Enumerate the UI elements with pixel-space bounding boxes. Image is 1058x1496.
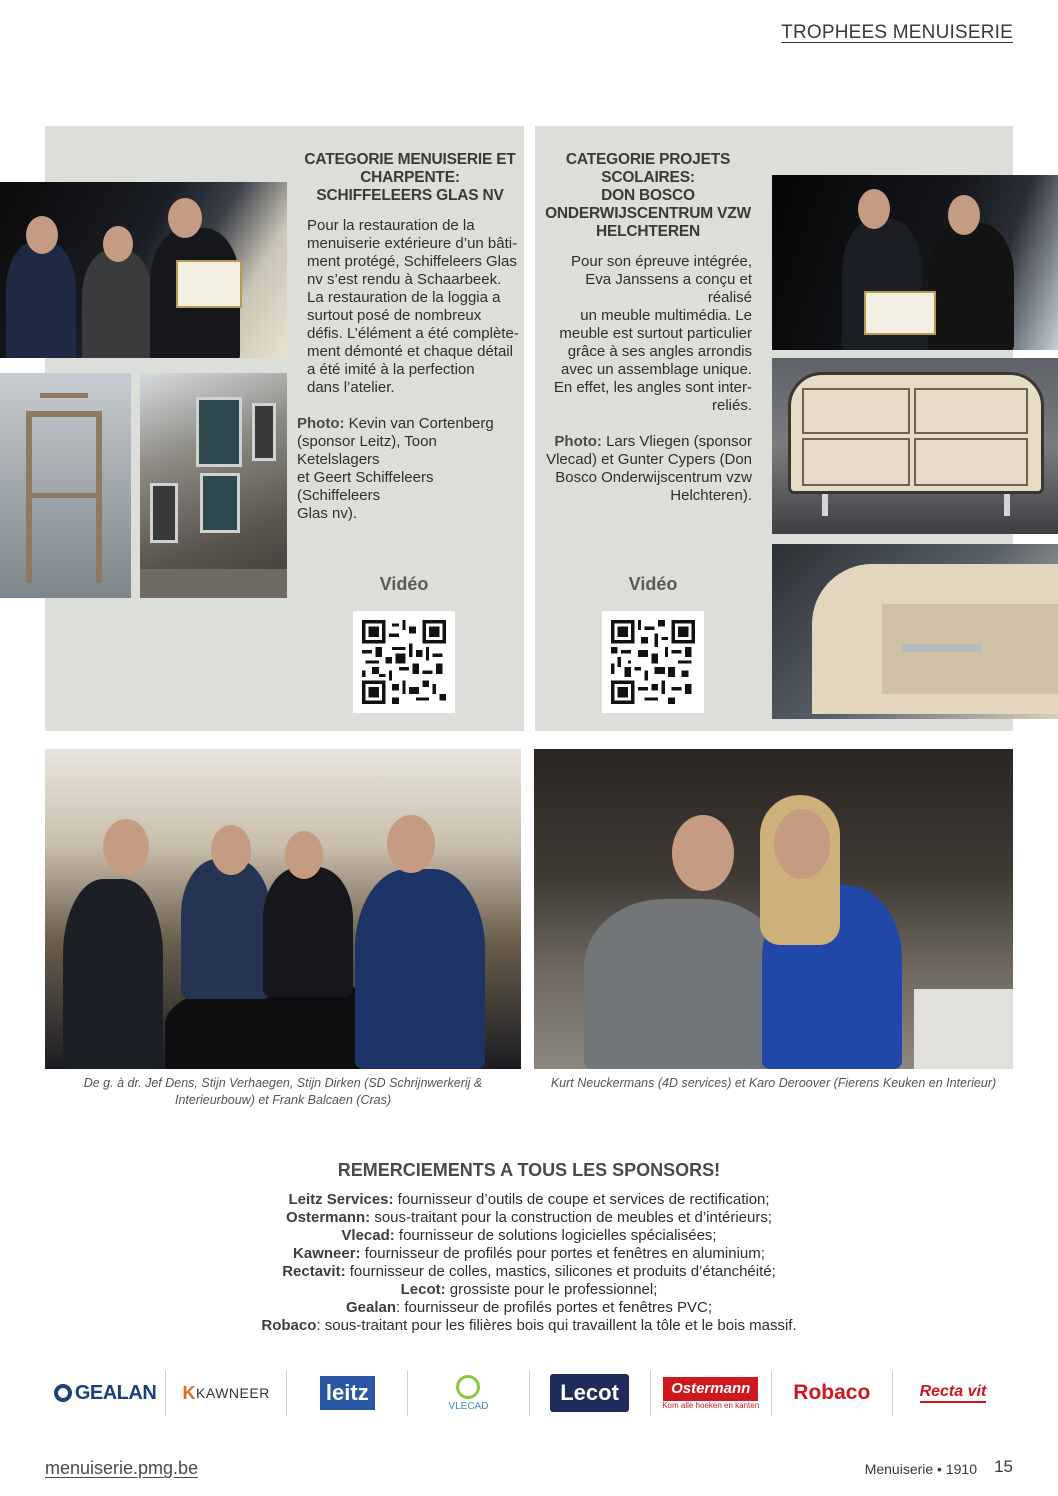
left-video-qr-code[interactable] [353,611,455,713]
magazine-issue: Menuiserie • 1910 [864,1461,977,1477]
group-event-photo [45,749,521,1069]
right-video-label: Vidéo [628,574,678,594]
left-category-body: Pour la restauration de la menuiserie extérieure d’un bâti- ment protégé, Schiffeleers Glas nv s’est rendu à Schaarbeek. La restauration de la loggia a surtout posé de nombreux défis. L’élément a été complète- ment démonté et chaque détail a été imité à la perfection dans l’atelier. Photo: Kevin van Cortenberg (sponsor Leitz), Toon Ketelslagers et Geert Schiffeleers (Schiffeleers Glas nv). [297,217,519,522]
sponsor-line: Kawneer: fournisseur de profilés pour portes et fenêtres en aluminium; [293,1245,765,1262]
sponsor-line: Lecot: grossiste pour le professionnel; [400,1281,658,1298]
sponsor-logo-strip [45,1370,1013,1416]
sponsor-line: Rectavit: fournisseur de colles, mastics, silicones et produits d’étanchéité; [282,1263,776,1280]
drawer-detail-photo [772,544,1058,719]
right-category-title: CATEGORIE PROJETS SCOLAIRES: DON BOSCO ONDERWIJSCENTRUM VZW HELCHTEREN [545,151,751,240]
page-number: 15 [994,1457,1013,1476]
group-photo-caption: De g. à dr. Jef Dens, Stijn Verhaegen, Stijn Dirken (SD Schrijnwerkerij & Interieurbouw) et Frank Balcaen (Cras) [83,1076,483,1107]
sponsor-line: Ostermann: sous-traitant pour la construction de meubles et d’intérieurs; [285,1209,773,1226]
sponsors-list [0,1191,1058,1335]
kawneer-logo: K KAWNEER [166,1370,287,1416]
sponsor-line: Vlecad: fournisseur de solutions logicielles spécialisées; [341,1227,717,1244]
lecot-logo: Lecot [530,1370,651,1416]
sponsor-line: Gealan: fournisseur de profilés portes et fenêtres PVC; [345,1299,713,1316]
award-photo-right [772,175,1058,350]
section-title: TROPHEES MENUISERIE [781,22,1013,43]
sponsor-line: Leitz Services: fournisseur d’outils de coupe et services de rectification; [288,1191,770,1208]
award-photo-left [0,182,287,358]
gealan-logo: GEALAN [45,1370,166,1416]
right-category-body: Pour son épreuve intégrée, Eva Janssens a conçu et réalisé un meuble multimédia. Le meuble est surtout particulier grâce à ses angles arrondis avec un assemblage unique. En effet, les angles sont inter- reliés. Photo: Lars Vliegen (sponsor Vlecad) et Gunter Cypers (Don Bosco Onderwijscentrum vzw Helchteren). [540,253,752,523]
rectavit-logo: Recta vit [893,1370,1013,1416]
right-photo-credit: Photo: Lars Vliegen (sponsor Vlecad) et Gunter Cypers (Don Bosco Onderwijscentrum vzw Helchteren). [546,433,752,504]
gealan-ring-icon [54,1384,72,1402]
robaco-logo: Robaco [772,1370,893,1416]
sponsor-line: Robaco: sous-traitant pour les filières bois qui travaillent la tôle et le bois massif. [261,1317,797,1334]
website-link[interactable]: menuiserie.pmg.be [45,1458,199,1478]
right-video-qr-code[interactable] [602,611,704,713]
cabinet-photo [772,358,1058,534]
left-photo-credit: Photo: Kevin van Cortenberg (sponsor Leitz), Toon Ketelslagers et Geert Schiffeleers (Schiffeleers Glas nv). [297,415,494,522]
ostermann-logo: Ostermann Kom alle hoeken en kanten [651,1370,772,1416]
loggia-frame-photo [0,373,131,598]
sponsors-title: REMERCIEMENTS A TOUS LES SPONSORS! [337,1160,721,1180]
left-video-label: Vidéo [379,574,429,594]
couple-photo-caption: Kurt Neuckermans (4D services) et Karo Deroover (Fierens Keuken en Interieur) [550,1076,997,1090]
vlecad-circle-icon [456,1375,480,1399]
facade-photo [140,373,287,598]
leitz-logo: leitz [287,1370,408,1416]
left-category-title: CATEGORIE MENUISERIE ET CHARPENTE: SCHIFFELEERS GLAS NV [304,151,516,204]
couple-event-photo [534,749,1013,1069]
vlecad-logo: VLECAD [408,1370,529,1416]
